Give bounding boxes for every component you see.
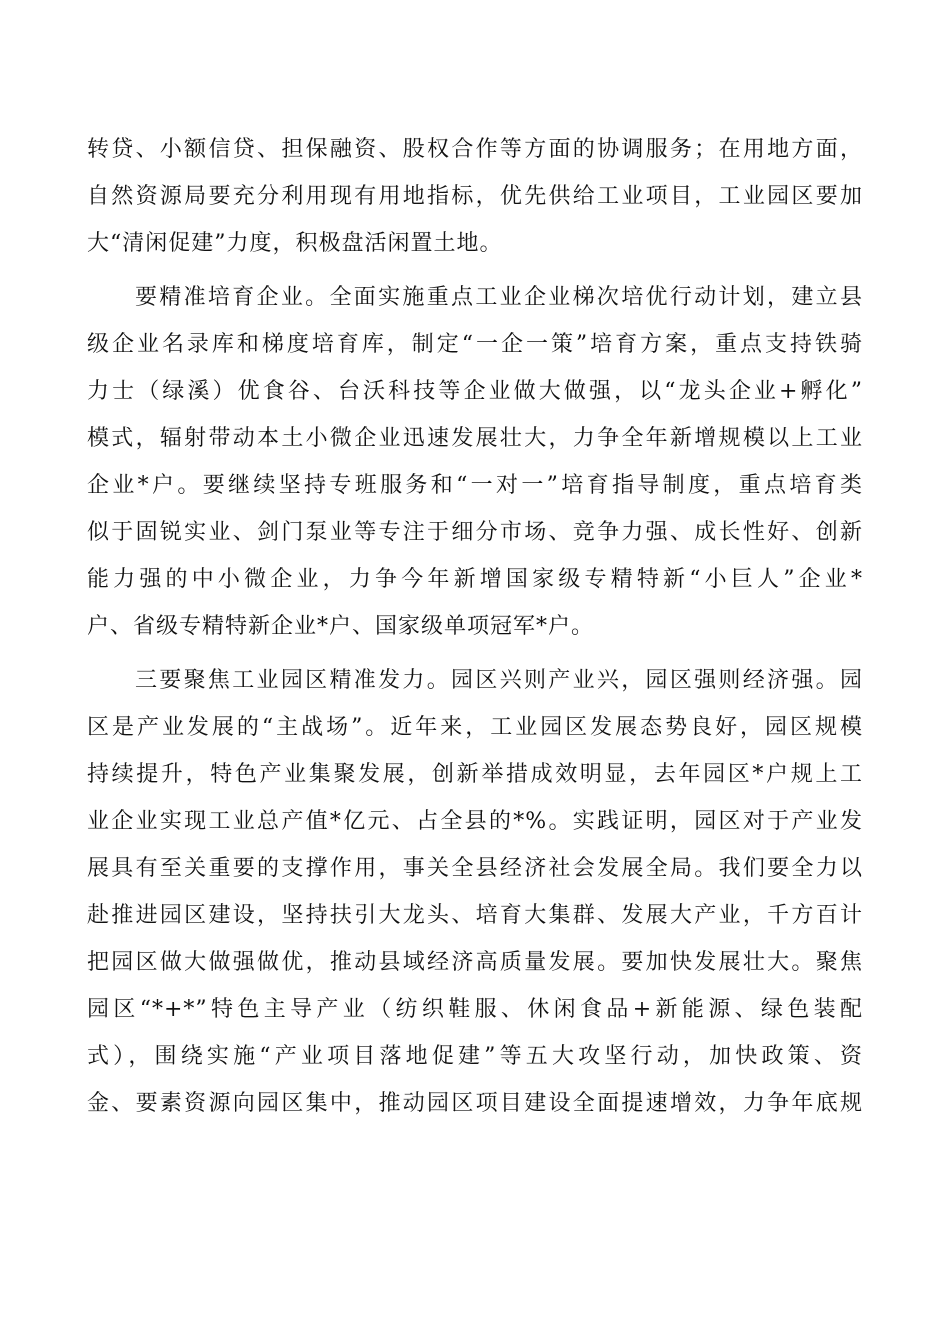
text-line: 式），围绕实施“产业项目落地促建”等五大攻坚行动，加快政策、资: [87, 1044, 863, 1069]
text-line: 赴推进园区建设，坚持扶引大龙头、培育大集群、发展大产业，千方百计: [87, 903, 863, 928]
text-line: 模式，辐射带动本土小微企业迅速发展壮大，力争全年新增规模以上工业: [87, 426, 863, 451]
text-line: 转贷、小额信贷、担保融资、股权合作等方面的协调服务；在用地方面，: [87, 137, 863, 162]
text-line: 金、要素资源向园区集中，推动园区项目建设全面提速增效，力争年底规: [87, 1091, 863, 1116]
text-line: 企业*户。要继续坚持专班服务和“一对一”培育指导制度，重点培育类: [87, 473, 863, 498]
text-line: 园区“*+*”特色主导产业（纺织鞋服、休闲食品+新能源、绿色装配: [87, 997, 863, 1022]
text-line: 展具有至关重要的支撑作用，事关全县经济社会发展全局。我们要全力以: [87, 856, 863, 881]
text-line: 区是产业发展的“主战场”。近年来，工业园区发展态势良好，园区规模: [87, 715, 863, 740]
text-line: 业企业实现工业总产值*亿元、占全县的*%。实践证明，园区对于产业发: [87, 809, 863, 834]
paragraph-cultivate-enterprises: [87, 274, 863, 650]
text-line: 大“清闲促建”力度，积极盘活闲置土地。: [87, 231, 503, 256]
paragraph-industrial-park: [87, 657, 863, 1127]
text-line: 要精准培育企业。全面实施重点工业企业梯次培优行动计划，建立县: [135, 285, 863, 310]
text-line: 能力强的中小微企业，力争今年新增国家级专精特新“小巨人”企业*: [87, 567, 863, 592]
text-line: 级企业名录库和梯度培育库，制定“一企一策”培育方案，重点支持铁骑: [87, 332, 863, 357]
text-line: 把园区做大做强做优，推动县域经济高质量发展。要加快发展壮大。聚焦: [87, 950, 863, 975]
text-line: 户、省级专精特新企业*户、国家级单项冠军*户。: [87, 614, 595, 639]
text-line: 力士（绿溪）优食谷、台沃科技等企业做大做强，以“龙头企业+孵化”: [87, 379, 863, 404]
document-body: [87, 126, 863, 1127]
text-line: 三要聚焦工业园区精准发力。园区兴则产业兴，园区强则经济强。园: [135, 668, 863, 693]
text-line: 持续提升，特色产业集聚发展，创新举措成效明显，去年园区*户规上工: [87, 762, 863, 787]
text-line: 自然资源局要充分利用现有用地指标，优先供给工业项目，工业园区要加: [87, 184, 863, 209]
paragraph-financing-land: [87, 126, 863, 267]
text-line: 似于固锐实业、剑门泵业等专注于细分市场、竞争力强、成长性好、创新: [87, 520, 863, 545]
